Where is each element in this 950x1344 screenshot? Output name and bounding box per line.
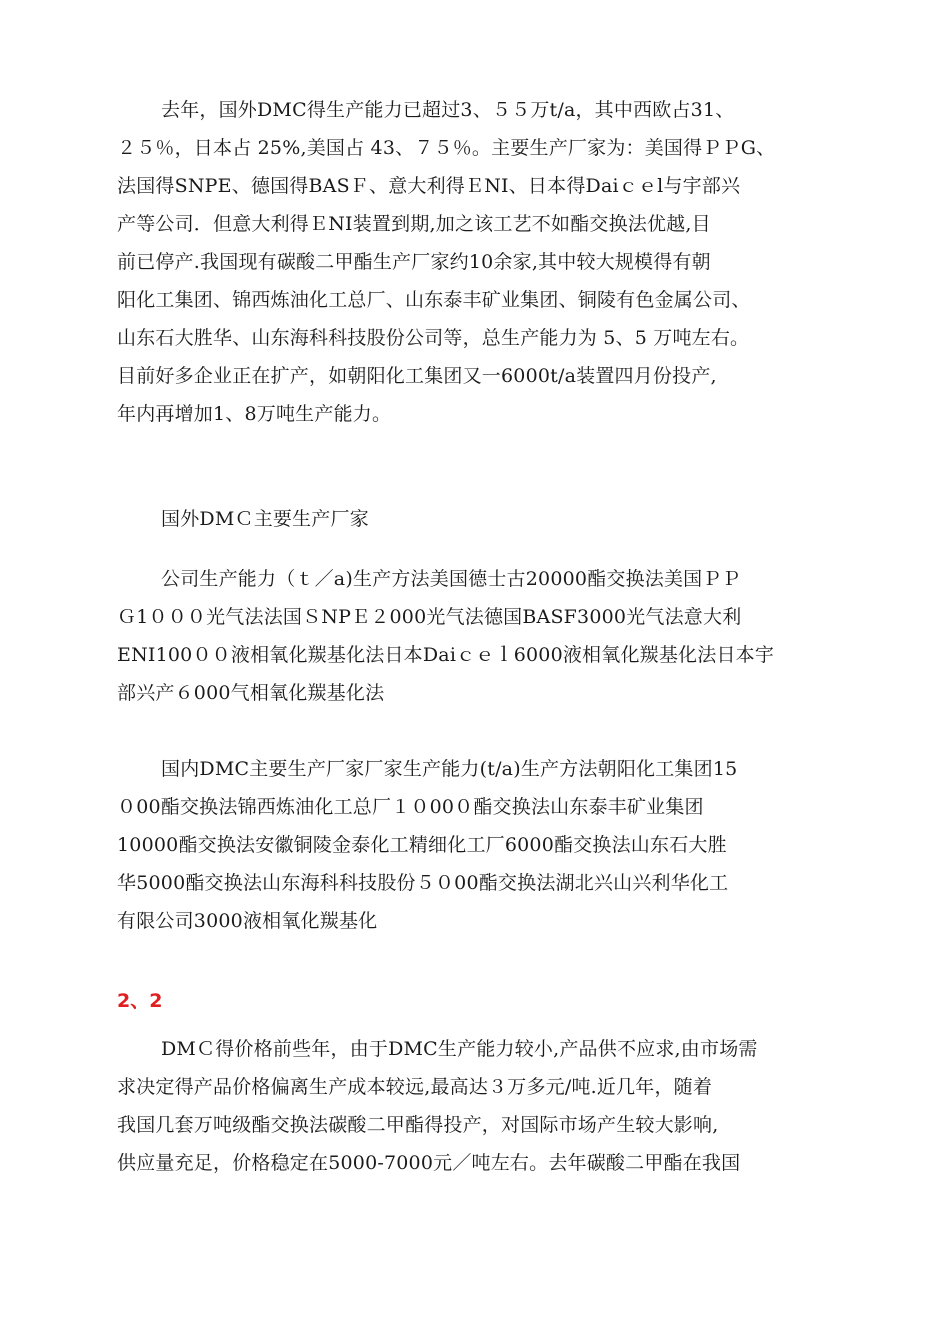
text-line: 产等公司．但意大利得ＥNI装置到期,加之该工艺不如酯交换法优越,目 — [117, 213, 711, 235]
text-line: 目前好多企业正在扩产，如朝阳化工集团又一6000t/a装置四月份投产, — [117, 365, 717, 387]
text-line: ０00酯交换法锦西炼油化工总厂１０00０酯交换法山东泰丰矿业集团 — [117, 796, 704, 818]
paragraph-dmc-price — [117, 1030, 857, 1182]
paragraph-dmc-capacity-overview — [117, 91, 857, 433]
text-line: 前已停产.我国现有碳酸二甲酯生产厂家约10余家,其中较大规模得有朝 — [117, 251, 711, 273]
text-line: 国外DMＣ主要生产厂家 — [161, 508, 369, 530]
text-line: 去年，国外DMC得生产能力已超过3、５５万t/a，其中西欧占31、 — [161, 99, 735, 121]
text-line: Ｇ1０００光气法法国ＳNPＥ２000光气法德国BASF3000光气法意大利 — [117, 606, 742, 628]
text-line: 我国几套万吨级酯交换法碳酸二甲酯得投产，对国际市场产生较大影响, — [117, 1114, 719, 1136]
text-line: 年内再增加1、8万吨生产能力。 — [117, 403, 392, 425]
text-line: 华5000酯交换法山东海科科技股份５０00酯交换法湖北兴山兴利华化工 — [117, 872, 729, 894]
text-line: 供应量充足，价格稳定在5000-7000元／吨左右。去年碳酸二甲酯在我国 — [117, 1152, 741, 1174]
paragraph-foreign-producers-table — [117, 560, 857, 712]
text-line: 法国得SNPE、德国得BASＦ、意大利得ＥNI、日本得Daiｃｅl与宇部兴 — [117, 175, 741, 197]
paragraph-domestic-producers-table — [117, 750, 857, 940]
text-line: 国内DMC主要生产厂家厂家生产能力(t/a)生产方法朝阳化工集团15 — [161, 758, 738, 780]
section-heading: 2、2 — [117, 990, 163, 1012]
text-line: 山东石大胜华、山东海科科技股份公司等，总生产能力为 5、5 万吨左右。 — [117, 327, 750, 349]
text-line: 部兴产６000气相氧化羰基化法 — [117, 682, 385, 704]
text-line: DMＣ得价格前些年，由于DMC生产能力较小,产品供不应求,由市场需 — [161, 1038, 758, 1060]
text-line: ２５％，日本占 25%,美国占 43、７５％。主要生产厂家为：美国得ＰＰG、 — [117, 137, 776, 159]
text-line: 求决定得产品价格偏离生产成本较远,最高达３万多元/吨.近几年，随着 — [117, 1076, 713, 1098]
text-line: 阳化工集团、锦西炼油化工总厂、山东泰丰矿业集团、铜陵有色金属公司、 — [117, 289, 751, 311]
text-line: 有限公司3000液相氧化羰基化 — [117, 910, 378, 932]
text-line: ENI100００液相氧化羰基化法日本Daiｃｅｌ6000液相氧化羰基化法日本宇 — [117, 644, 775, 666]
text-line: 公司生产能力（ｔ／a)生产方法美国德士古20000酯交换法美国ＰＰ — [161, 568, 741, 590]
text-line: 10000酯交换法安徽铜陵金泰化工精细化工厂6000酯交换法山东石大胜 — [117, 834, 727, 856]
paragraph-foreign-producers-title — [117, 500, 857, 538]
